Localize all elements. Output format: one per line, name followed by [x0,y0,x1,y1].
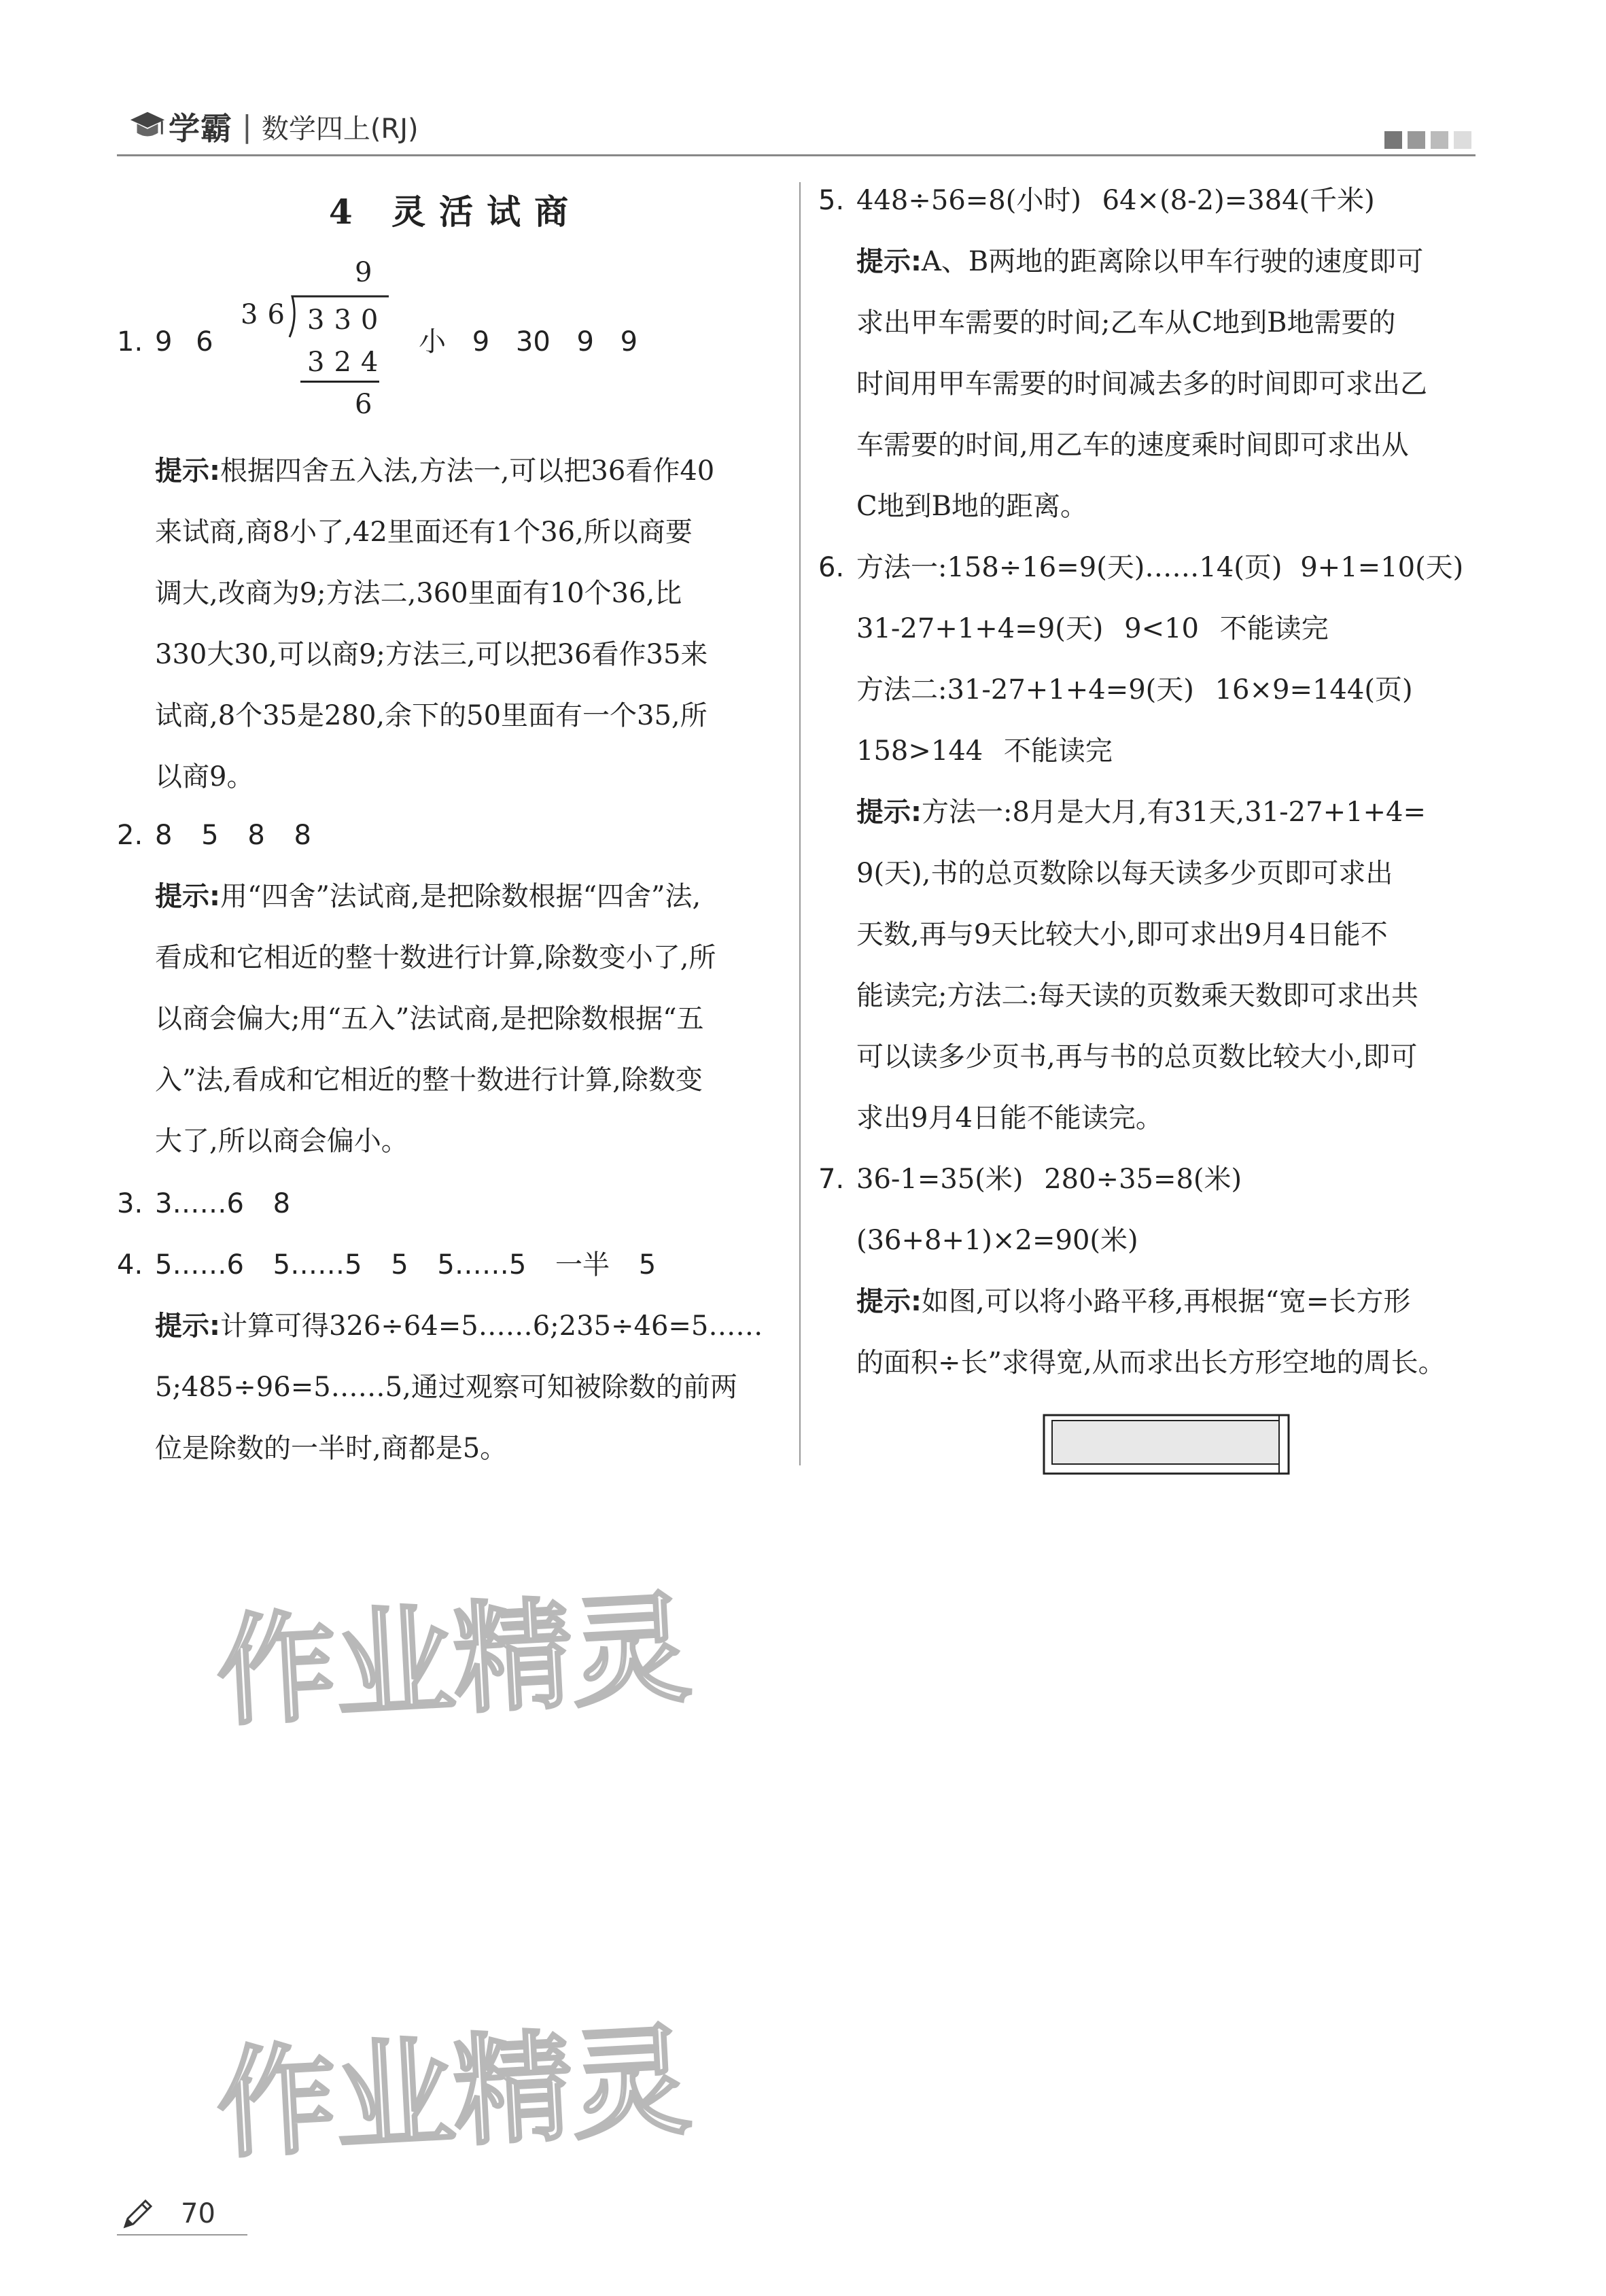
brand-logo [128,101,419,152]
hint-line: 用“四舍”法试商,是把除数根据“四舍”法, [220,881,701,912]
q1-hint [155,440,714,807]
hint-line: 根据四舍五入法,方法一,可以把36看作40 [220,455,715,487]
graduation-cap-icon [128,107,167,146]
hint-line: 能读完;方法二:每天读的页数乘天数即可求出共 [856,980,1418,1011]
hint-label: 提示: [856,797,922,828]
hint-line: C地到B地的距离。 [856,491,1087,522]
hint-line: 的面积÷长”求得宽,从而求出长方形空地的周长。 [856,1347,1446,1378]
q3-answer: 3……6 8 [155,1188,291,1219]
hint-line: 求出9月4日能不能读完。 [856,1102,1163,1134]
watermark-text: 作业精灵 [213,2011,693,2176]
header-separator: | [242,109,252,144]
division-product: 324 [307,347,388,378]
hint-line: A、B两地的距离除以甲车行驶的速度即可 [922,246,1424,277]
answer-line: 方法一:158÷16=9(天)……14(页) 9+1=10(天) [856,552,1464,583]
hint-line: 求出甲车需要的时间;乙车从C地到B地需要的 [856,307,1396,338]
q5-hint [856,231,1427,537]
hint-line: 330大30,可以商9;方法三,可以把36看作35来 [155,639,708,670]
hint-label: 提示: [155,1310,220,1342]
q1-number: 1. [117,326,143,358]
q2-number: 2. [117,820,143,851]
watermark-text: 作业精灵 [213,1578,693,1743]
hint-line: 方法一:8月是大月,有31天,31-27+1+4= [922,797,1427,828]
q6-hint [856,782,1426,1149]
hint-label: 提示: [856,1286,922,1317]
answer-line: 158>144 不能读完 [856,735,1113,767]
page-number: 70 [181,2198,215,2229]
q4-number: 4. [117,1249,143,1281]
hint-line: 以商9。 [155,761,254,793]
hint-line: 计算可得326÷64=5……6;235÷46=5…… [220,1310,763,1342]
hint-line: 来试商,商8小了,42里面还有1个36,所以商要 [155,517,693,548]
pencil-icon [120,2197,155,2232]
hint-line: 如图,可以将小路平移,再根据“宽=长方形 [922,1286,1411,1317]
hint-line: 车需要的时间,用乙车的速度乘时间即可求出从 [856,430,1409,461]
section-title: 4 灵活试商 [328,192,582,232]
hint-line: 天数,再与9天比较大小,即可求出9月4日能不 [856,919,1388,950]
hint-line: 9(天),书的总页数除以每天读多少页即可求出 [856,858,1393,889]
hint-line: 调大,改商为9;方法二,360里面有10个36,比 [155,578,682,609]
answer-line: 36-1=35(米) 280÷35=8(米) [856,1164,1242,1195]
division-rule [300,381,379,383]
q1-answers-before: 9 6 [155,326,213,358]
hint-label: 提示: [856,246,922,277]
column-divider [799,182,801,1465]
hint-line: 入”法,看成和它相近的整十数进行计算,除数变 [155,1064,703,1096]
hint-label: 提示: [155,881,220,912]
hint-line: 位是除数的一半时,商都是5。 [155,1433,508,1464]
q6-number: 6. [818,552,845,583]
answer-line: (36+8+1)×2=90(米) [856,1225,1138,1256]
q1-answers-after: 小 9 30 9 9 [419,326,638,358]
q4-answer: 5……6 5……5 5 5……5 一半 5 [155,1249,657,1281]
q5-number: 5. [818,185,845,216]
division-quotient: 9 [355,257,382,288]
brand-name: 学霸 [169,110,232,147]
hint-label: 提示: [155,455,220,487]
hint-line: 时间用甲车需要的时间减去多的时间即可求出乙 [856,368,1427,400]
division-divisor: 36 [241,299,294,330]
q2-hint [155,866,716,1172]
q7-number: 7. [818,1164,845,1195]
q7-answers [856,1149,1242,1271]
hint-line: 试商,8个35是280,余下的50里面有一个35,所 [155,700,708,731]
header-decoration [1384,131,1471,149]
q2-answer: 8 5 8 8 [155,820,311,851]
division-dividend: 330 [307,305,388,336]
rectangle-figure [1043,1410,1291,1478]
answer-line: 31-27+1+4=9(天) 9<10 不能读完 [856,613,1329,644]
hint-line: 以商会偏大;用“五入”法试商,是把除数根据“五 [155,1003,704,1034]
hint-line: 5;485÷96=5……5,通过观察可知被除数的前两 [155,1372,737,1403]
footer-rule [117,2234,247,2236]
header-rule [117,154,1476,156]
division-remainder: 6 [355,389,382,420]
q7-hint [856,1271,1446,1393]
hint-line: 可以读多少页书,再与书的总页数比较大小,即可 [856,1041,1418,1073]
answer-line: 方法二:31-27+1+4=9(天) 16×9=144(页) [856,674,1413,706]
hint-line: 看成和它相近的整十数进行计算,除数变小了,所 [155,942,716,973]
q5-answer: 448÷56=8(小时) 64×(8-2)=384(千米) [856,185,1375,216]
q4-hint [155,1295,763,1479]
book-title: 数学四上(RJ) [261,113,419,145]
q6-answers [856,537,1463,782]
hint-line: 大了,所以商会偏小。 [155,1126,408,1157]
q3-number: 3. [117,1188,143,1219]
